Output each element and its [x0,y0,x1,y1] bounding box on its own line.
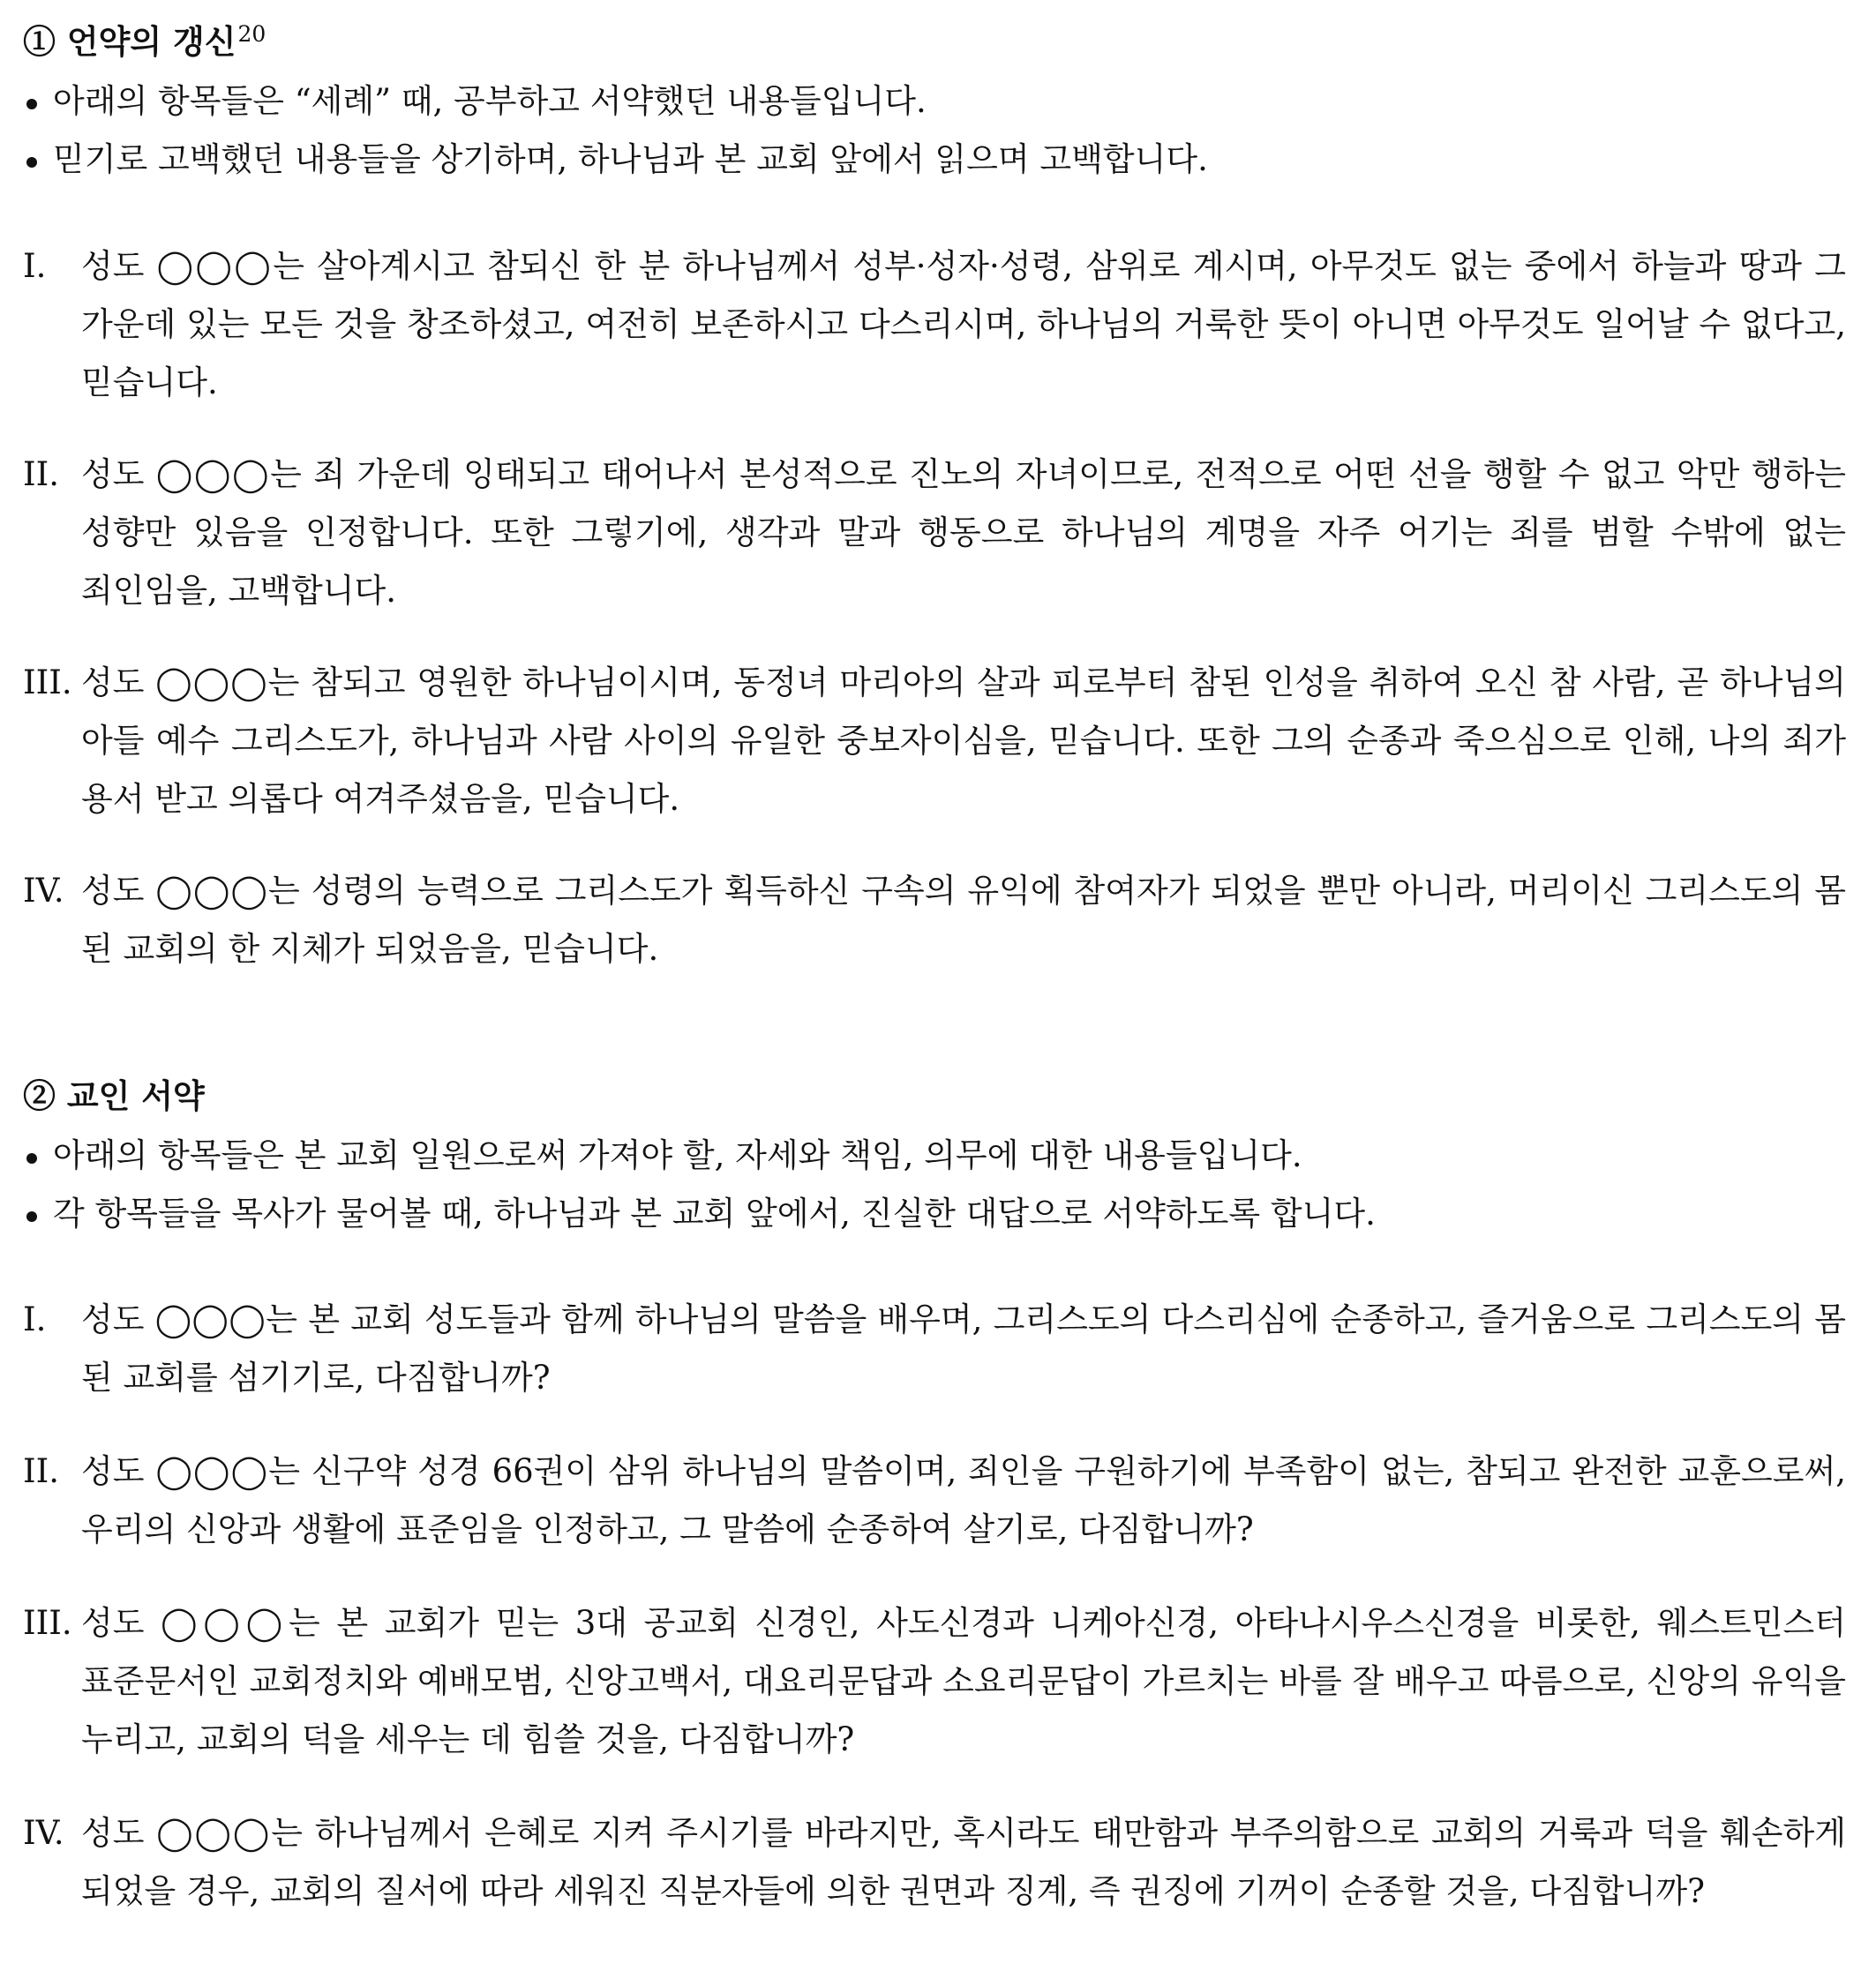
instruction-list [23,1127,1846,1243]
item-number: III. [23,1604,72,1642]
confession-item [23,446,1846,620]
item-text: 성도 ◯◯◯는 살아계시고 참되신 한 분 하나님께서 성부·성자·성령, 삼위로 계시며, 아무것도 없는 중에서 하늘과 땅과 그 가운데 있는 모든 것을 창조하셨고, 여전히 보존하시고 다스리시며, 하나님의 거룩한 뜻이 아니면 아무것도 일어날 수 없다고, 믿습니다. [81,247,1846,401]
instruction-text: 믿기로 고백했던 내용들을 상기하며, 하나님과 본 교회 앞에서 읽으며 고백합니다. [53,140,1208,178]
section-title [23,21,1846,62]
instruction-list [23,72,1846,189]
bullet-icon [26,157,37,168]
instruction-item [23,72,1846,131]
instruction-item [23,1185,1846,1243]
confession-item [23,862,1846,978]
confession-item [23,237,1846,412]
bullet-icon [26,1153,37,1164]
instruction-item [23,131,1846,189]
vow-item [23,1804,1846,1921]
item-number: III. [23,663,72,701]
section-covenant-renewal [23,21,1846,978]
vow-item [23,1291,1846,1407]
section-member-vows [23,1075,1846,1921]
vow-item [23,1443,1846,1559]
instruction-text: 아래의 항목들은 “세례” 때, 공부하고 서약했던 내용들입니다. [53,82,927,120]
confession-list [23,237,1846,978]
confession-item [23,654,1846,828]
vow-list [23,1291,1846,1921]
item-number: II. [23,455,59,493]
vow-item [23,1594,1846,1769]
item-text: 성도 ◯◯◯는 죄 가운데 잉태되고 태어나서 본성적으로 진노의 자녀이므로, 전적으로 어떤 선을 행할 수 없고 악만 행하는 성향만 있음을 인정합니다. 또한 그렇기에, 생각과 말과 행동으로 하나님의 계명을 자주 어기는 죄를 범할 수밖에 없는 죄인임을, 고백합니다. [81,455,1846,610]
item-number: IV. [23,1814,64,1852]
instruction-text: 각 항목들을 목사가 물어볼 때, 하나님과 본 교회 앞에서, 진실한 대답으로 서약하도록 합니다. [53,1195,1376,1233]
section-title-text: ② 교인 서약 [23,1076,205,1115]
item-number: II. [23,1452,59,1490]
item-number: IV. [23,872,64,910]
bullet-icon [26,99,37,109]
item-text: 성도 ◯◯◯는 성령의 능력으로 그리스도가 획득하신 구속의 유익에 참여자가 되었을 뿐만 아니라, 머리이신 그리스도의 몸 된 교회의 한 지체가 되었음을, 믿습니다. [81,872,1846,968]
bullet-icon [26,1211,37,1222]
section-title-text: ① 언약의 갱신 [23,22,236,61]
section-title [23,1075,1846,1116]
item-number: I. [23,1300,47,1338]
instruction-text: 아래의 항목들은 본 교회 일원으로써 가져야 할, 자세와 책임, 의무에 대한 내용들입니다. [53,1136,1302,1174]
item-text: 성도 ◯◯◯는 본 교회가 믿는 3대 공교회 신경인, 사도신경과 니케아신경, 아타나시우스신경을 비롯한, 웨스트민스터 표준문서인 교회정치와 예배모범, 신앙고백서, 대요리문답과 소요리문답이 가르치는 바를 잘 배우고 따름으로, 신앙의 유익을 누리고, 교회의 덕을 세우는 데 힘쓸 것을, 다짐합니까? [81,1604,1846,1758]
item-number: I. [23,247,47,285]
item-text: 성도 ◯◯◯는 하나님께서 은혜로 지켜 주시기를 바라지만, 혹시라도 태만함과 부주의함으로 교회의 거룩과 덕을 훼손하게 되었을 경우, 교회의 질서에 따라 세워진 직분자들에 의한 권면과 징계, 즉 권징에 기꺼이 순종할 것을, 다짐합니까? [81,1814,1846,1910]
instruction-item [23,1127,1846,1185]
item-text: 성도 ◯◯◯는 본 교회 성도들과 함께 하나님의 말씀을 배우며, 그리스도의 다스리심에 순종하고, 즐거움으로 그리스도의 몸 된 교회를 섬기기로, 다짐합니까? [81,1300,1846,1397]
item-text: 성도 ◯◯◯는 참되고 영원한 하나님이시며, 동정녀 마리아의 살과 피로부터 참된 인성을 취하여 오신 참 사람, 곧 하나님의 아들 예수 그리스도가, 하나님과 사람 사이의 유일한 중보자이심을, 믿습니다. 또한 그의 순종과 죽으심으로 인해, 나의 죄가 용서 받고 의롭다 여겨주셨음을, 믿습니다. [81,663,1846,818]
footnote-marker: 20 [237,21,266,47]
item-text: 성도 ◯◯◯는 신구약 성경 66권이 삼위 하나님의 말씀이며, 죄인을 구원하기에 부족함이 없는, 참되고 완전한 교훈으로써, 우리의 신앙과 생활에 표준임을 인정하고, 그 말씀에 순종하여 살기로, 다짐합니까? [81,1452,1846,1548]
